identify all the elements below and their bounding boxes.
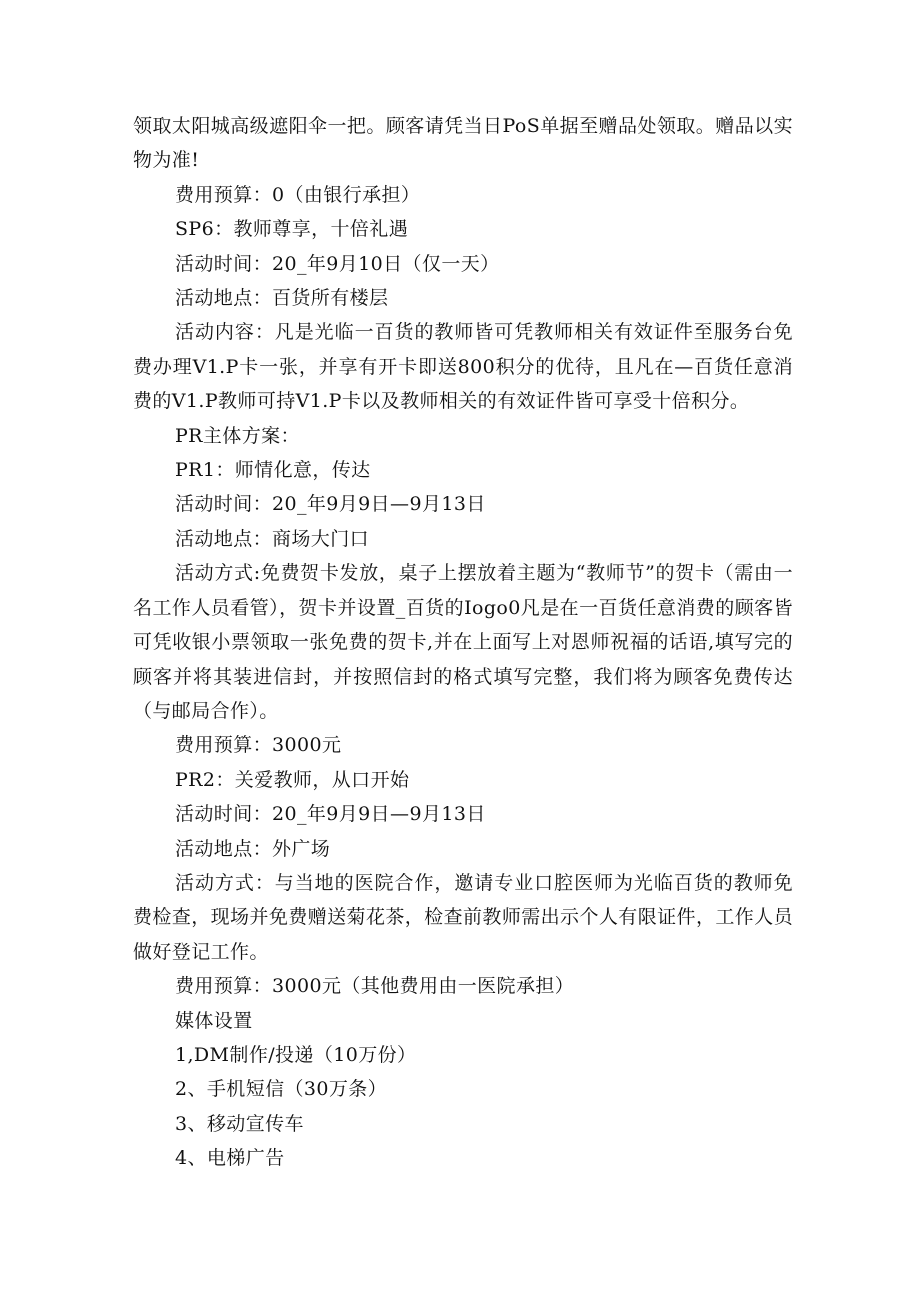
- heading-media-setup: 媒体设置: [175, 1009, 253, 1032]
- heading-pr1: PR1：师情化意，传达: [175, 459, 371, 482]
- paragraph-sp6-location: 活动地点：百货所有楼层: [175, 287, 389, 310]
- paragraph-pr1-method: 活动方式:免费贺卡发放，桌子上摆放着主题为“教师节”的贺卡（需由一名工作人员看管），贺卡并设置_百货的Iogo0凡是在一百货任意消费的顾客皆可凭收银小票领取一张免费的贺卡,并在上面写上对恩师祝福的话语,填写完的顾客并将其装进信封，并按照信封的格式填写完整，我们将为顾客免费传达（与邮局合作）。: [133, 562, 793, 722]
- paragraph-pr1-budget: 费用预算：3000元: [175, 734, 342, 757]
- list-item-media-4: 4、电梯广告: [175, 1147, 285, 1170]
- document-body: [133, 109, 793, 1176]
- heading-pr2: PR2：关爱教师，从口开始: [175, 768, 410, 791]
- paragraph-pr2-location: 活动地点：外广场: [175, 837, 331, 860]
- paragraph-budget-bank: 费用预算：0（由银行承担）: [175, 183, 421, 206]
- paragraph-pr2-budget: 费用预算：3000元（其他费用由一医院承担）: [175, 975, 575, 998]
- list-item-media-3: 3、移动宣传车: [175, 1112, 304, 1135]
- paragraph-sp6-time: 活动时间：20_年9月10日（仅一天）: [175, 252, 500, 275]
- paragraph-pr1-location: 活动地点：商场大门口: [175, 527, 370, 550]
- paragraph-pr1-time: 活动时间：20_年9月9日—9月13日: [175, 493, 486, 516]
- heading-pr-plan: PR主体方案：: [175, 424, 300, 447]
- paragraph-gift-pickup: 领取太阳城高级遮阳伞一把。顾客请凭当日PoS单据至赠品处领取。赠品以实物为准!: [133, 115, 793, 172]
- list-item-media-2: 2、手机短信（30万条）: [175, 1078, 388, 1101]
- paragraph-sp6-content: 活动内容：凡是光临一百货的教师皆可凭教师相关有效证件至服务台免费办理V1.P卡一张，并享有开卡即送800积分的优待，且凡在—百货任意消费的V1.P教师可持V1.P卡以及教师相关的有效证件皆可享受十倍积分。: [133, 321, 793, 413]
- heading-sp6: SP6：教师尊享，十倍礼遇: [175, 218, 409, 241]
- list-item-media-1: 1,DM制作/投递（10万份）: [175, 1043, 417, 1066]
- paragraph-pr2-method: 活动方式：与当地的医院合作，邀请专业口腔医师为光临百货的教师免费检查，现场并免费赠送菊花茶，检查前教师需出示个人有限证件，工作人员做好登记工作。: [133, 871, 793, 963]
- paragraph-pr2-time: 活动时间：20_年9月9日—9月13日: [175, 803, 486, 826]
